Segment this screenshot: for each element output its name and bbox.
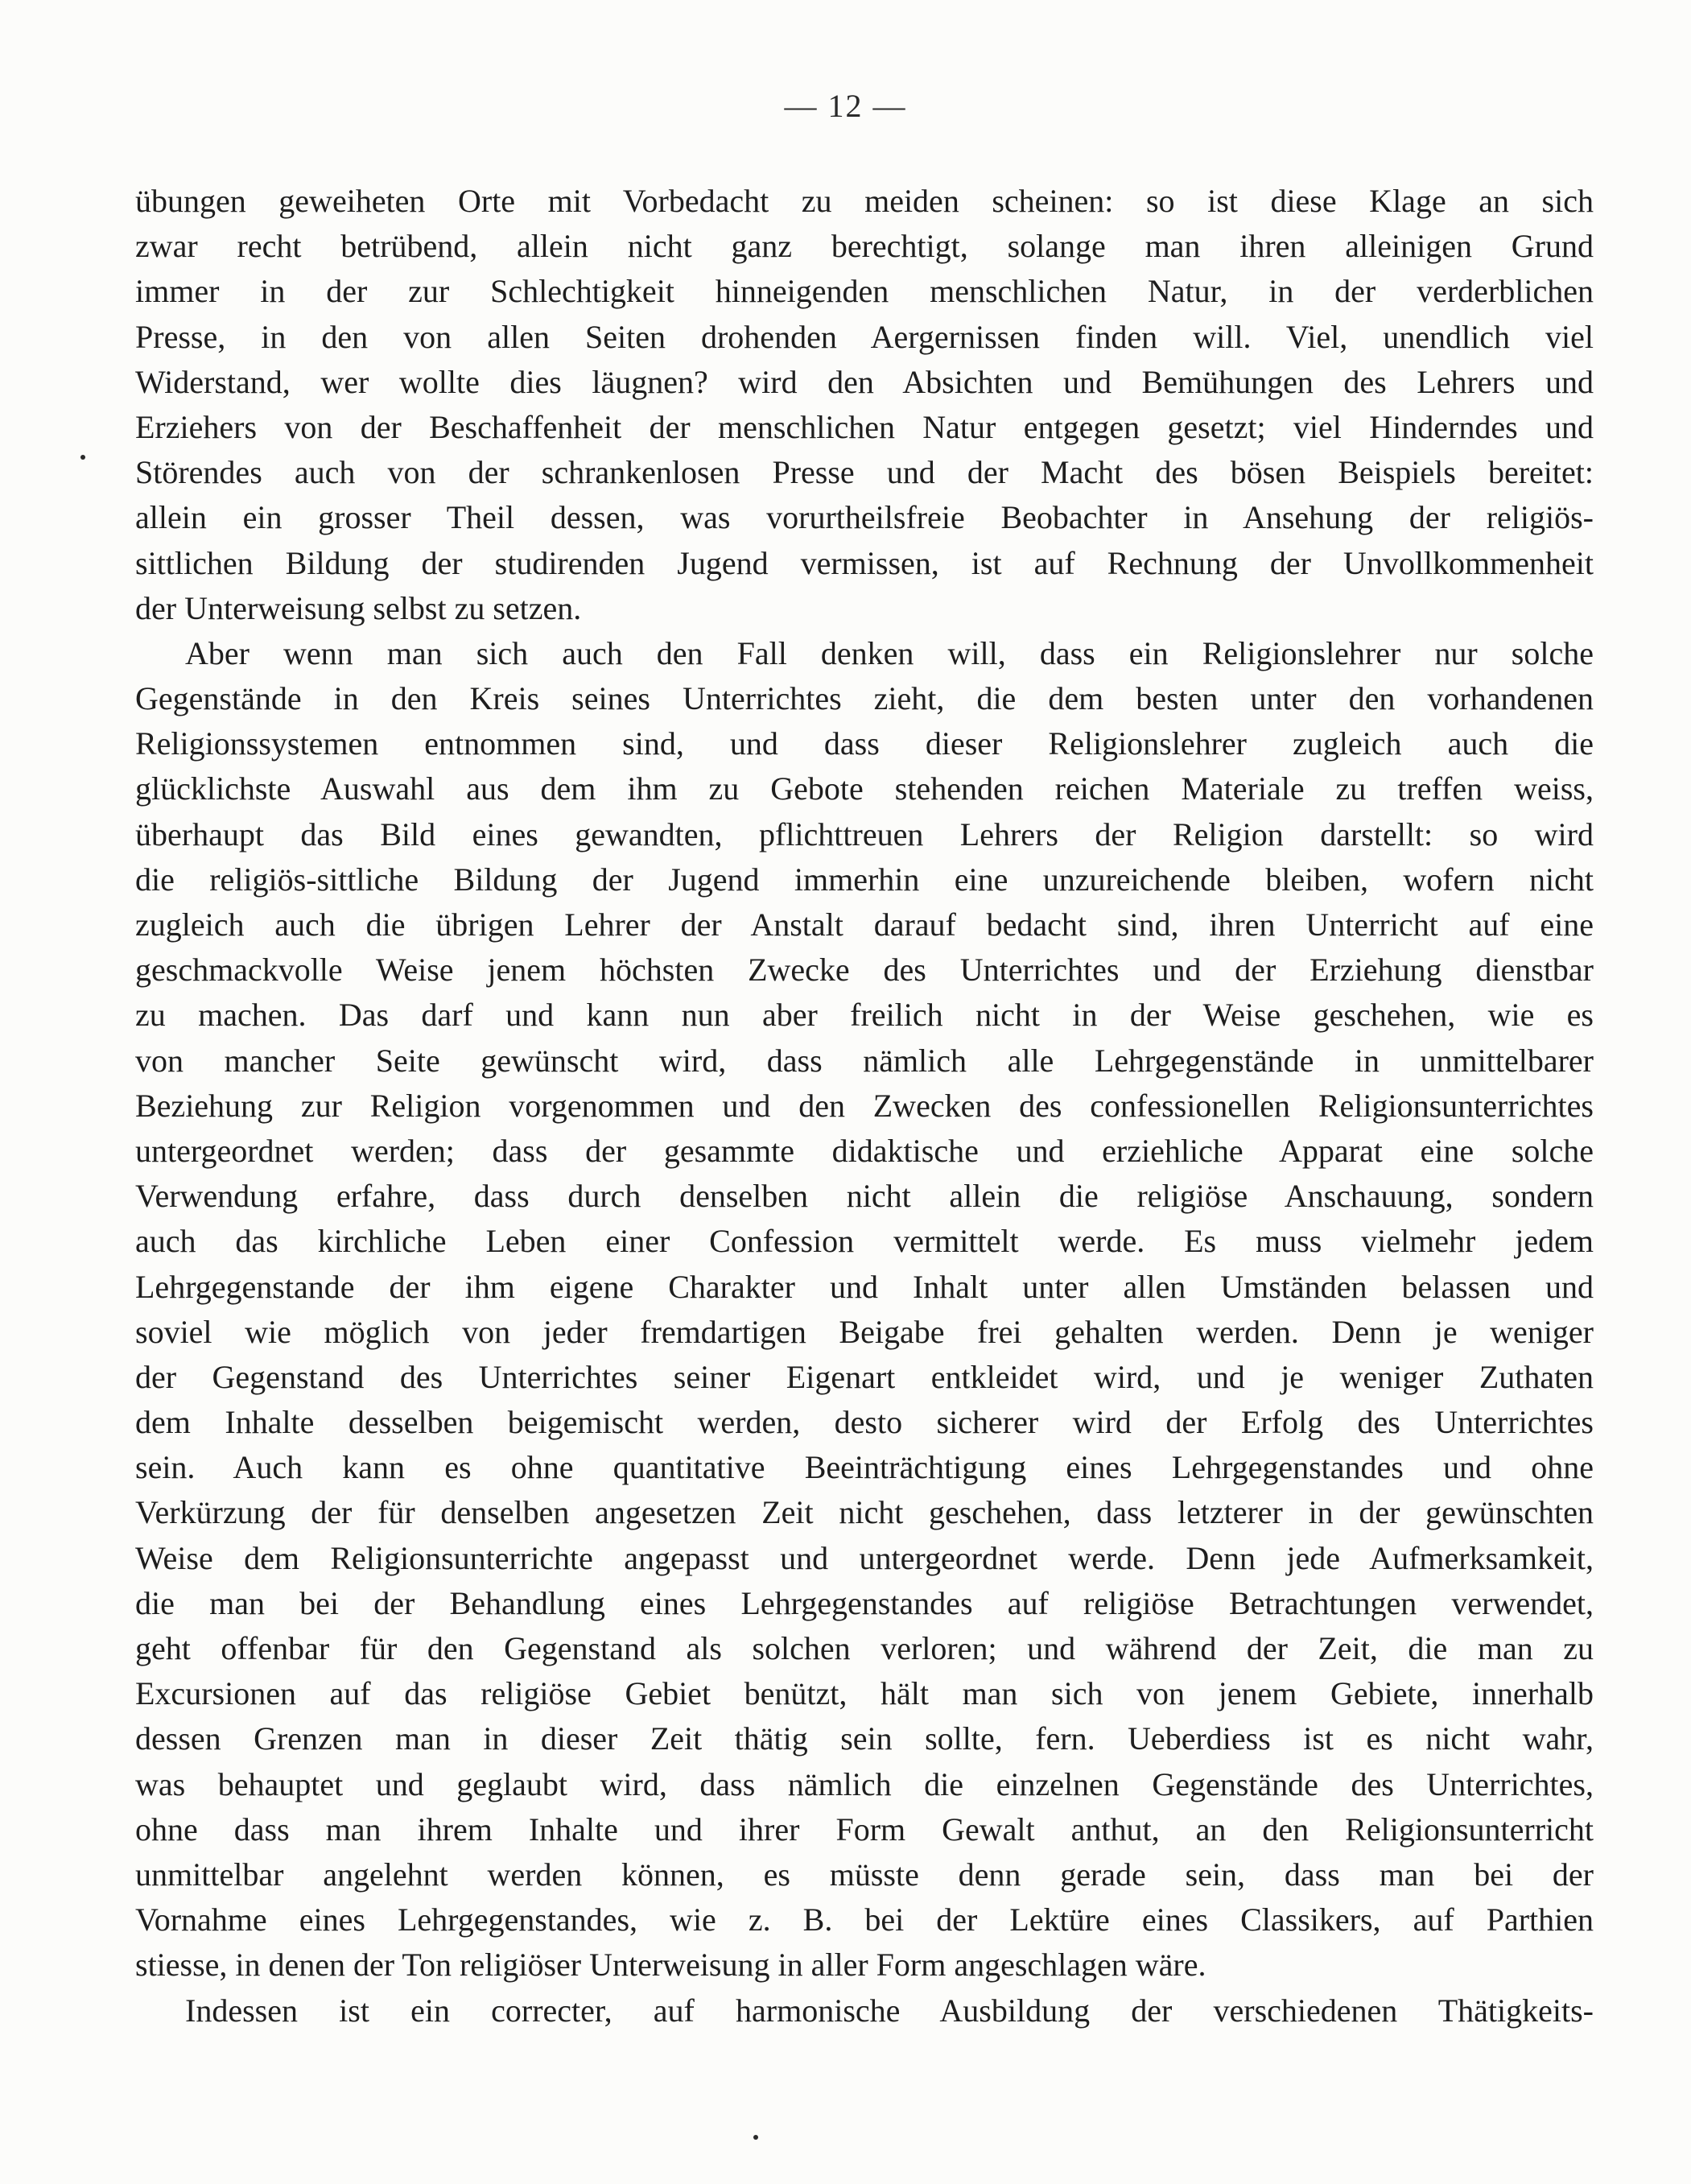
text-line: unmittelbar angelehnt werden können, es müsste denn gerade sein, dass man bei der xyxy=(135,1856,1594,1893)
text-line: auch das kirchliche Leben einer Confession vermittelt werde. Es muss vielmehr jedem xyxy=(135,1223,1594,1260)
text-line: untergeordnet werden; dass der gesammte didaktische und erziehliche Apparat eine solche xyxy=(135,1132,1594,1169)
paragraph xyxy=(135,631,1594,1988)
text-line: die religiös-sittliche Bildung der Jugend immerhin eine unzureichende bleiben, wofern nicht xyxy=(135,861,1594,898)
page-number: — 12 — xyxy=(784,88,907,124)
paragraph xyxy=(135,1988,1594,2033)
text-line: Gegenstände in den Kreis seines Unterrichtes zieht, die dem besten unter den vorhandenen xyxy=(135,680,1594,717)
text-line: Religionssystemen entnommen sind, und dass dieser Religionslehrer zugleich auch die xyxy=(135,725,1594,762)
text-line: dem Inhalte desselben beigemischt werden, desto sicherer wird der Erfolg des Unterrichtes xyxy=(135,1404,1594,1441)
text-line: glücklichste Auswahl aus dem ihm zu Gebote stehenden reichen Materiale zu treffen weiss, xyxy=(135,770,1594,807)
text-line: Störendes auch von der schrankenlosen Presse und der Macht des bösen Beispiels bereitet: xyxy=(135,454,1594,491)
text-line: die man bei der Behandlung eines Lehrgegenstandes auf religiöse Betrachtungen verwendet, xyxy=(135,1584,1594,1621)
text-line: stiesse, in denen der Ton religiöser Unterweisung in aller Form angeschlagen wäre. xyxy=(135,1947,1206,1984)
margin-mark xyxy=(753,2135,758,2140)
text-line: dessen Grenzen man in dieser Zeit thätig sein sollte, fern. Ueberdiess ist es nicht wahr, xyxy=(135,1720,1594,1757)
text-line: Lehrgegenstande der ihm eigene Charakter und Inhalt unter allen Umständen belassen und xyxy=(135,1268,1594,1305)
paragraph xyxy=(135,179,1594,631)
text-line: Verkürzung der für denselben angesetzen Zeit nicht geschehen, dass letzterer in der gewünschten xyxy=(135,1494,1594,1531)
text-line: zugleich auch die übrigen Lehrer der Anstalt darauf bedacht sind, ihren Unterricht auf eine xyxy=(135,906,1594,943)
text-line: soviel wie möglich von jeder fremdartigen Beigabe frei gehalten werden. Denn je weniger xyxy=(135,1313,1594,1350)
margin-mark xyxy=(80,455,85,460)
text-line: ohne dass man ihrem Inhalte und ihrer Form Gewalt anthut, an den Religionsunterricht xyxy=(135,1810,1594,1848)
text-line: geht offenbar für den Gegenstand als solchen verloren; und während der Zeit, die man zu xyxy=(135,1630,1594,1666)
text-line: immer in der zur Schlechtigkeit hinneigenden menschlichen Natur, in der verderblichen xyxy=(135,273,1594,310)
text-line: Erziehers von der Beschaffenheit der menschlichen Natur entgegen gesetzt; viel Hinderndes und xyxy=(135,408,1594,445)
text-line: Presse, in den von allen Seiten drohenden Aergernissen finden will. Viel, unendlich viel xyxy=(135,318,1594,355)
text-line: sittlichen Bildung der studirenden Jugend vermissen, ist auf Rechnung der Unvollkommenheit xyxy=(135,544,1594,581)
text-line: von mancher Seite gewünscht wird, dass nämlich alle Lehrgegenstände in unmittelbarer xyxy=(135,1042,1594,1079)
text-line: Vornahme eines Lehrgegenstandes, wie z. B. bei der Lektüre eines Classikers, auf Parthien xyxy=(135,1901,1594,1938)
text-line: Widerstand, wer wollte dies läugnen? wird den Absichten und Bemühungen des Lehrers und xyxy=(135,363,1594,400)
text-line: der Gegenstand des Unterrichtes seiner Eigenart entkleidet wird, und je weniger Zuthaten xyxy=(135,1358,1594,1395)
text-line: Weise dem Religionsunterrichte angepasst und untergeordnet werde. Denn jede Aufmerksamkeit, xyxy=(135,1539,1594,1576)
text-line: sein. Auch kann es ohne quantitative Beeinträchtigung eines Lehrgegenstandes und ohne xyxy=(135,1449,1594,1486)
text-line: Excursionen auf das religiöse Gebiet benützt, hält man sich von jenem Gebiete, innerhalb xyxy=(135,1675,1594,1712)
text-line: Indessen ist ein correcter, auf harmonische Ausbildung der verschiedenen Thätigkeits- xyxy=(185,1992,1594,2029)
text-line: was behauptet und geglaubt wird, dass nämlich die einzelnen Gegenstände des Unterrichtes, xyxy=(135,1765,1594,1802)
text-line: Beziehung zur Religion vorgenommen und den Zwecken des confessionellen Religionsunterrichtes xyxy=(135,1087,1594,1124)
text-line: Verwendung erfahre, dass durch denselben nicht allein die religiöse Anschauung, sondern xyxy=(135,1178,1594,1215)
text-line: geschmackvolle Weise jenem höchsten Zwecke des Unterrichtes und der Erziehung dienstbar xyxy=(135,952,1594,989)
text-line: zu machen. Das darf und kann nun aber freilich nicht in der Weise geschehen, wie es xyxy=(135,997,1594,1034)
text-line: zwar recht betrübend, allein nicht ganz berechtigt, solange man ihren alleinigen Grund xyxy=(135,228,1594,265)
body-text xyxy=(135,179,1594,2033)
text-line: Aber wenn man sich auch den Fall denken will, dass ein Religionslehrer nur solche xyxy=(185,634,1594,671)
text-line: allein ein grosser Theil dessen, was vorurtheilsfreie Beobachter in Ansehung der religiös- xyxy=(135,499,1594,536)
text-line: übungen geweiheten Orte mit Vorbedacht zu meiden scheinen: so ist diese Klage an sich xyxy=(135,183,1594,219)
text-line: überhaupt das Bild eines gewandten, pflichttreuen Lehrers der Religion darstellt: so wird xyxy=(135,815,1594,853)
text-line: der Unterweisung selbst zu setzen. xyxy=(135,589,582,626)
